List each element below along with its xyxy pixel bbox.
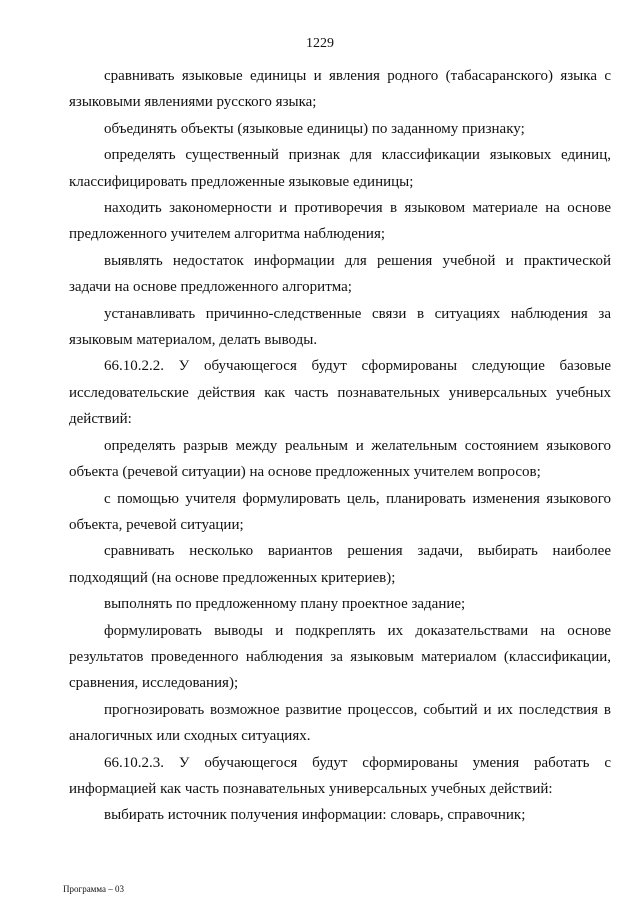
- paragraph-conclusions: формулировать выводы и подкреплять их доказательствами на основе результатов проведенного наблюдения за языковым материалом (классификации, сравнения, исследования);: [69, 622, 611, 692]
- footer-label: Программа – 03: [63, 884, 125, 894]
- page-number: 1229: [306, 36, 334, 51]
- paragraph-patterns: находить закономерности и противоречия в языковом материале на основе предложенного учителем алгоритма наблюдения;: [69, 200, 611, 243]
- paragraph-info-source: выбирать источник получения информации: словарь, справочник;: [104, 807, 526, 824]
- paragraph-cause-effect: устанавливать причинно-следственные связи в ситуациях наблюдения за языковым материалом, делать выводы.: [69, 305, 611, 349]
- paragraph-variants: сравнивать несколько вариантов решения задачи, выбирать наиболее подходящий (на основе предложенных критериев);: [69, 543, 611, 586]
- paragraph-section-66-10-2-2: 66.10.2.2. У обучающегося будут сформированы следующие базовые исследовательские действия как часть познавательных универсальных учебных действий:: [69, 358, 611, 428]
- paragraph-lack-of-info: выявлять недостаток информации для решения учебной и практической задачи на основе предложенного алгоритма;: [69, 252, 611, 296]
- paragraph-compare-units: сравнивать языковые единицы и явления родного (табасаранского) языка с языковыми явлениями русского языка;: [69, 68, 611, 111]
- paragraph-goal: с помощью учителя формулировать цель, планировать изменения языкового объекта, речевой ситуации;: [69, 490, 611, 533]
- paragraph-classify: определять существенный признак для классификации языковых единиц, классифицировать предложенные языковые единицы;: [69, 147, 611, 190]
- paragraph-project: выполнять по предложенному плану проектное задание;: [104, 596, 466, 613]
- paragraph-combine-objects: объединять объекты (языковые единицы) по заданному признаку;: [104, 120, 525, 137]
- paragraph-section-66-10-2-3: 66.10.2.3. У обучающегося будут сформированы умения работать с информацией как часть познавательных универсальных учебных действий:: [69, 754, 611, 797]
- document-body: [69, 63, 611, 829]
- paragraph-forecast: прогнозировать возможное развитие процессов, событий и их последствия в аналогичных или сходных ситуациях.: [69, 701, 611, 745]
- paragraph-gap: определять разрыв между реальным и желательным состоянием языкового объекта (речевой ситуации) на основе предложенных учителем вопросов;: [69, 437, 611, 481]
